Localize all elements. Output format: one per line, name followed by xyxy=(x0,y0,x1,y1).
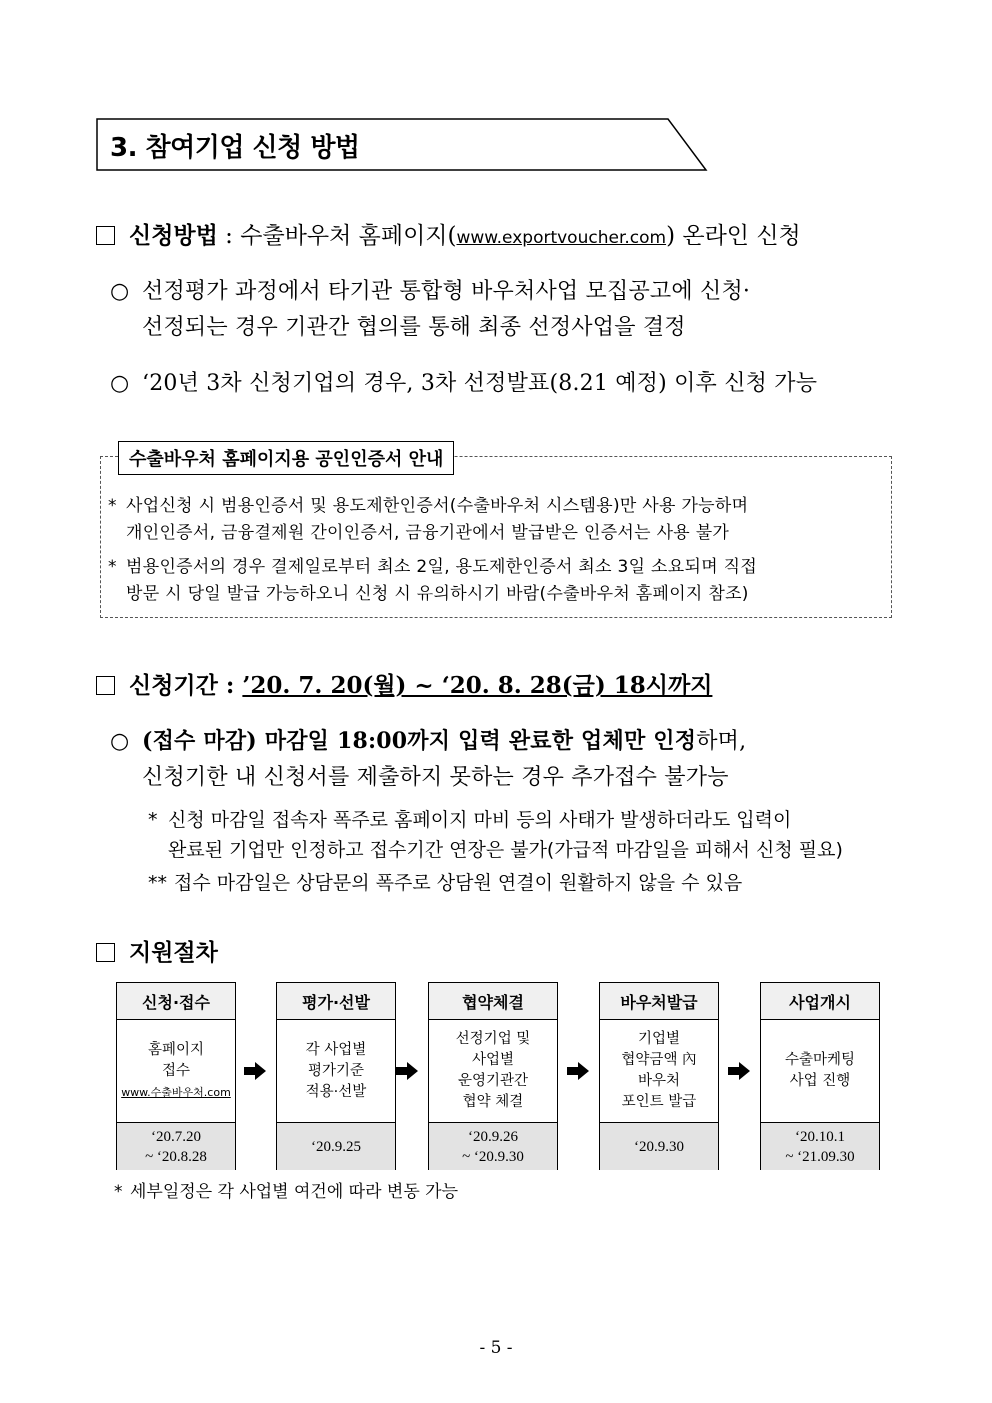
footnote-text: 세부일정은 각 사업별 여건에 따라 변동 가능 xyxy=(130,1182,459,1202)
step-head: 바우처발급 xyxy=(600,983,718,1020)
step-body xyxy=(117,1020,235,1123)
step-body-line: 협약금액 內 xyxy=(621,1052,697,1068)
circle-bullet-icon: ○ xyxy=(110,371,130,396)
step-voucher-issue xyxy=(599,982,719,1170)
step-date xyxy=(600,1123,718,1170)
method-bullet-1 xyxy=(110,274,750,305)
method-separator: : xyxy=(217,223,241,249)
step-body-line: 기업별 xyxy=(637,1031,681,1047)
note-text: 완료된 기업만 인정하고 접수기간 연장은 불가(가급적 마감일을 피해서 신청 필요) xyxy=(168,839,843,861)
period-separator: : xyxy=(217,672,243,699)
double-asterisk-marker: ** xyxy=(148,872,167,894)
step-date-line: ~ ‘20.8.28 xyxy=(145,1148,207,1165)
section-title-banner xyxy=(96,118,708,172)
notice-text: 범용인증서의 경우 결제일로부터 최소 2일, 용도제한인증서 최소 3일 소요되며 직접 xyxy=(126,557,758,577)
period-bullet xyxy=(110,724,746,755)
checkbox-square-icon xyxy=(96,676,115,695)
checkbox-square-icon xyxy=(96,943,115,962)
procedure-heading xyxy=(96,934,218,967)
step-date xyxy=(429,1123,557,1170)
method-text-before: 수출바우처 홈페이지( xyxy=(240,223,457,249)
step-body-line: 적용·선발 xyxy=(305,1083,367,1100)
asterisk-marker: * xyxy=(148,809,158,831)
step-head: 사업개시 xyxy=(761,983,879,1020)
bullet-text: 선정평가 과정에서 타기관 통합형 바우처사업 모집공고에 신청· xyxy=(142,279,751,304)
method-bullet-2 xyxy=(110,366,817,397)
step-date xyxy=(277,1123,395,1170)
right-arrow-icon xyxy=(396,1062,418,1080)
step-body-line: 포인트 발급 xyxy=(621,1094,697,1110)
step-date-line: ~ ‘21.09.30 xyxy=(785,1148,855,1165)
bullet-text: 신청기한 내 신청서를 제출하지 못하는 경우 추가접수 불가능 xyxy=(142,765,729,790)
step-body-line: 사업별 xyxy=(471,1052,515,1068)
step-project-start xyxy=(760,982,880,1170)
deadline-rest-text: 하며, xyxy=(696,729,747,754)
step-date xyxy=(761,1123,879,1170)
step-date-line: ~ ‘20.9.30 xyxy=(462,1148,524,1165)
period-value: ’20. 7. 20(월) ~ ‘20. 8. 28(금) 18시까지 xyxy=(242,672,713,699)
note-text: 접수 마감일은 상담문의 폭주로 상담원 연결이 원활하지 않을 수 있음 xyxy=(174,872,743,894)
step-head: 협약체결 xyxy=(429,983,557,1020)
step-body-line: 평가기준 xyxy=(307,1062,365,1079)
checkbox-square-icon xyxy=(96,226,115,245)
procedure-label: 지원절차 xyxy=(129,939,218,966)
step-head: 신청·접수 xyxy=(117,983,235,1020)
asterisk-marker: * xyxy=(108,496,117,516)
step-apply xyxy=(116,982,236,1170)
period-bullet-cont xyxy=(142,760,729,791)
notice-item-1 xyxy=(108,491,748,516)
bullet-text: 선정되는 경우 기관간 협의를 통해 최종 선정사업을 결정 xyxy=(142,315,686,340)
step-body-line: 수출마케팅 xyxy=(784,1052,856,1068)
right-arrow-icon xyxy=(567,1062,589,1080)
export-voucher-url[interactable]: www.exportvoucher.com xyxy=(456,228,667,248)
circle-bullet-icon: ○ xyxy=(110,729,130,754)
notice-text: 사업신청 시 범용인증서 및 용도제한인증서(수출바우처 시스템용)만 사용 가능하며 xyxy=(126,496,749,516)
right-arrow-icon xyxy=(728,1062,750,1080)
step-body-line: 선정기업 및 xyxy=(455,1031,531,1047)
method-text-after: ) 온라인 신청 xyxy=(666,223,801,249)
notice-title: 수출바우처 홈페이지용 공인인증서 안내 xyxy=(118,441,454,475)
notice-text: 개인인증서, 금융결제원 간이인증서, 금융기관에서 발급받은 인증서는 사용 불가 xyxy=(126,523,730,543)
asterisk-marker: * xyxy=(114,1182,123,1202)
method-heading xyxy=(96,217,801,250)
step-body-line: 바우처 xyxy=(637,1073,681,1089)
step-date-line: ‘20.9.25 xyxy=(311,1138,361,1155)
notice-item-2 xyxy=(108,552,757,577)
step-body xyxy=(277,1020,395,1123)
step-body-line: 운영기관간 xyxy=(457,1073,529,1089)
page-number: - 5 - xyxy=(479,1338,513,1358)
step-date-line: ‘20.10.1 xyxy=(795,1128,845,1145)
procedure-footnote xyxy=(114,1177,458,1202)
step-body-line: 접수 xyxy=(161,1062,190,1079)
step-date xyxy=(117,1123,235,1170)
section-title: 3. 참여기업 신청 방법 xyxy=(110,133,360,163)
period-note-1 xyxy=(148,805,791,832)
step-evaluate xyxy=(276,982,396,1170)
method-bullet-1-cont xyxy=(142,310,686,341)
deadline-bold-text: (접수 마감) 마감일 18:00까지 입력 완료한 업체만 인정 xyxy=(142,728,697,754)
step-body xyxy=(761,1020,879,1123)
step-body-line: 각 사업별 xyxy=(305,1041,367,1058)
period-note-1-cont xyxy=(168,835,843,862)
right-arrow-icon xyxy=(244,1062,266,1080)
step-date-line: ‘20.7.20 xyxy=(151,1128,201,1145)
step-date-line: ‘20.9.30 xyxy=(634,1138,684,1155)
notice-item-1-cont xyxy=(126,518,729,543)
period-heading xyxy=(96,667,712,700)
step-body xyxy=(600,1020,718,1123)
period-label: 신청기간 xyxy=(129,672,218,699)
step-date-line: ‘20.9.26 xyxy=(468,1128,518,1145)
step-body-line: 홈페이지 xyxy=(147,1041,205,1058)
step-body-line: 협약 체결 xyxy=(462,1094,524,1110)
step-body xyxy=(429,1020,557,1123)
step-head: 평가·선발 xyxy=(277,983,395,1020)
note-text: 신청 마감일 접속자 폭주로 홈페이지 마비 등의 사태가 발생하더라도 입력이 xyxy=(168,809,792,831)
bullet-text: ‘20년 3차 신청기업의 경우, 3차 선정발표(8.21 예정) 이후 신청 가능 xyxy=(142,371,818,396)
method-label: 신청방법 xyxy=(129,222,218,249)
step-agreement xyxy=(428,982,558,1170)
step-url-link[interactable]: www.수출바우처.com xyxy=(121,1085,231,1099)
notice-item-2-cont xyxy=(126,579,749,604)
step-body-line: 사업 진행 xyxy=(789,1073,851,1089)
asterisk-marker: * xyxy=(108,557,117,577)
period-note-2 xyxy=(148,868,742,895)
circle-bullet-icon: ○ xyxy=(110,279,130,304)
notice-text: 방문 시 당일 발급 가능하오니 신청 시 유의하시기 바람(수출바우처 홈페이지 참조) xyxy=(126,584,749,604)
